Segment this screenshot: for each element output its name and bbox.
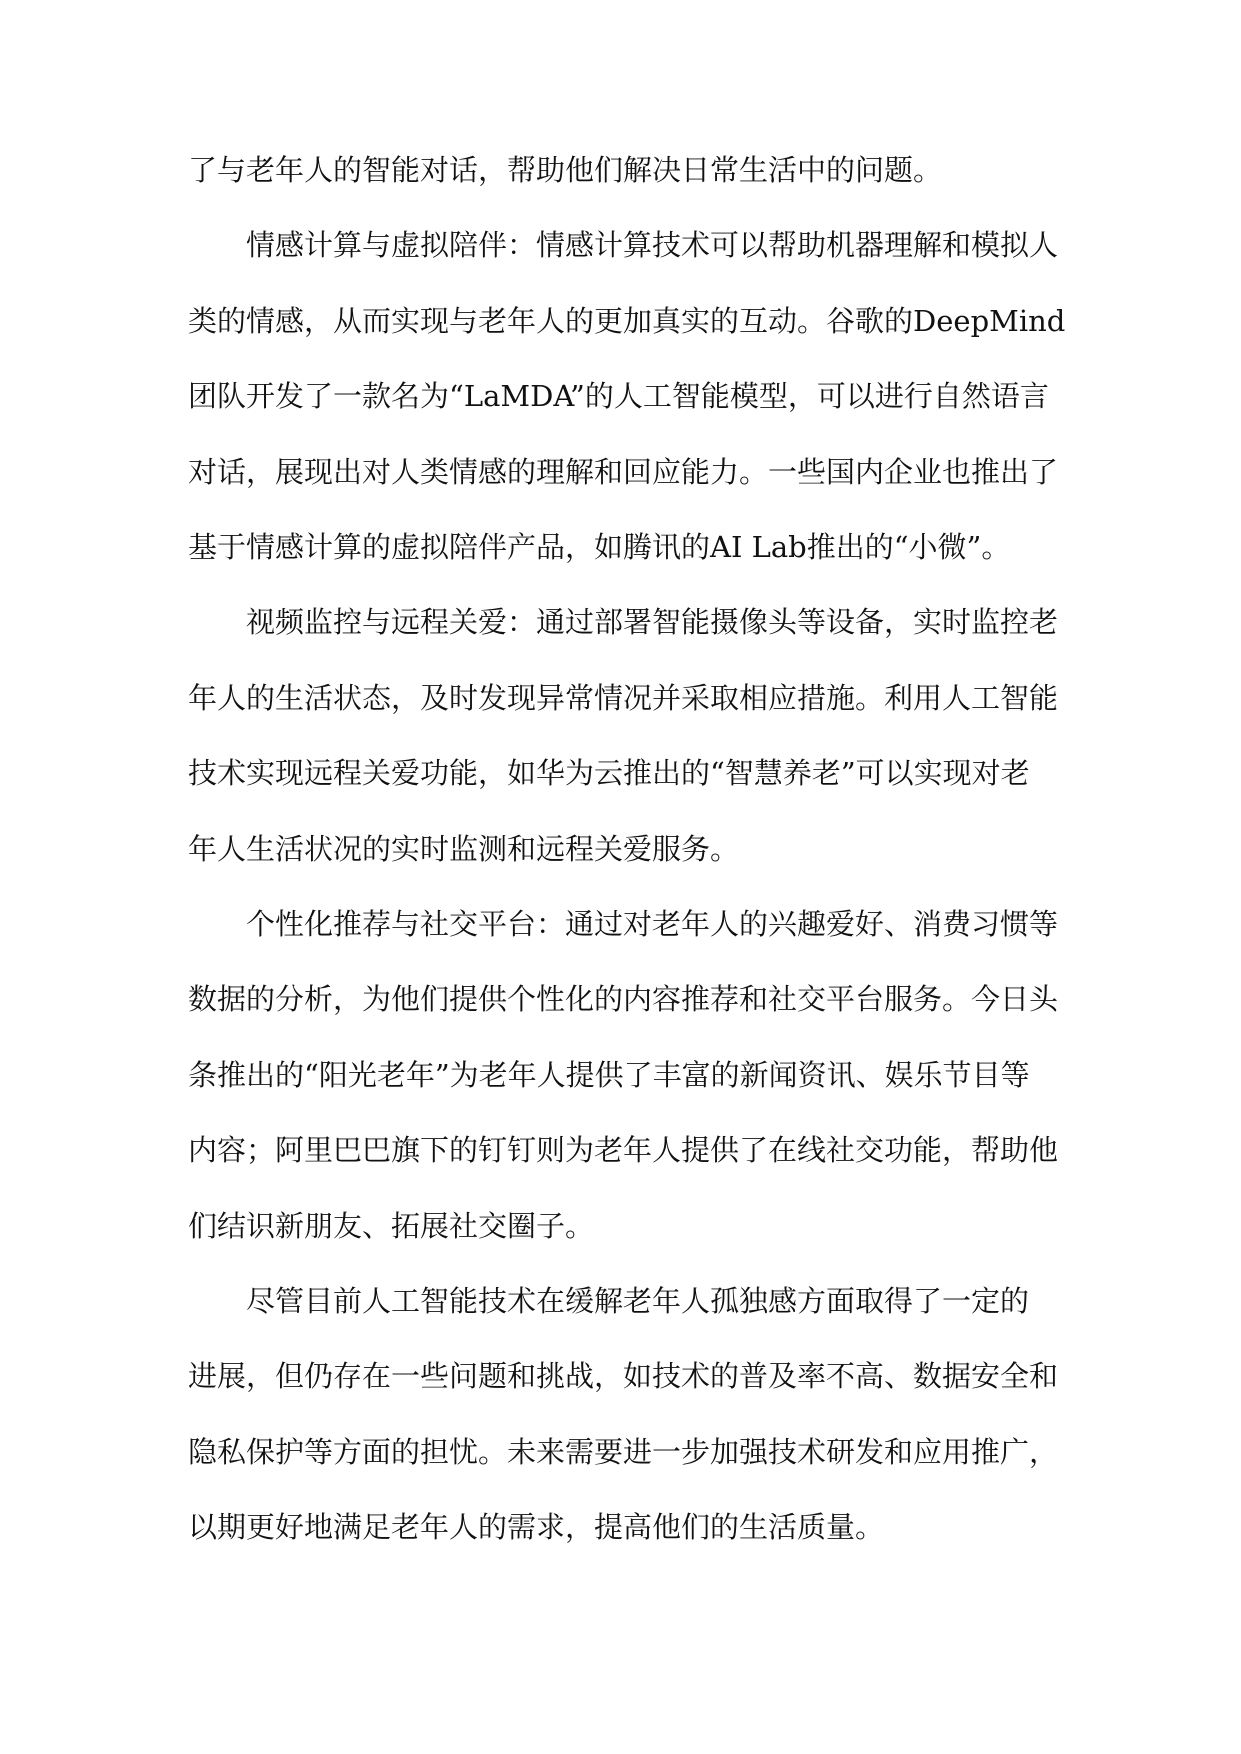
text-line: 对话，展现出对人类情感的理解和回应能力。一些国内企业也推出了: [188, 455, 1059, 489]
text-line: 技术实现远程关爱功能，如华为云推出的“智慧养老”可以实现对老: [188, 756, 1030, 790]
text-line: 团队开发了一款名为“LaMDA”的人工智能模型，可以进行自然语言: [188, 379, 1049, 413]
paragraph-first-line: 情感计算与虚拟陪伴：情感计算技术可以帮助机器理解和模拟人: [246, 228, 1059, 262]
text-line: 基于情感计算的虚拟陪伴产品，如腾讯的AI Lab推出的“小微”。: [188, 530, 1011, 564]
text-line: 内容；阿里巴巴旗下的钉钉则为老年人提供了在线社交功能，帮助他: [188, 1133, 1059, 1167]
text-line: 类的情感，从而实现与老年人的更加真实的互动。谷歌的DeepMind: [188, 304, 1066, 338]
paragraph-first-line: 尽管目前人工智能技术在缓解老年人孤独感方面取得了一定的: [246, 1284, 1030, 1318]
text-line: 数据的分析，为他们提供个性化的内容推荐和社交平台服务。今日头: [188, 982, 1059, 1016]
paragraph-first-line: 个性化推荐与社交平台：通过对老年人的兴趣爱好、消费习惯等: [246, 907, 1059, 941]
text-line: 条推出的“阳光老年”为老年人提供了丰富的新闻资讯、娱乐节目等: [188, 1058, 1030, 1092]
text-line: 年人的生活状态，及时发现异常情况并采取相应措施。利用人工智能: [188, 681, 1059, 715]
text-line: 们结识新朋友、拓展社交圈子。: [188, 1209, 595, 1243]
text-line: 隐私保护等方面的担忧。未来需要进一步加强技术研发和应用推广，: [188, 1435, 1059, 1469]
text-line: 进展，但仍存在一些问题和挑战，如技术的普及率不高、数据安全和: [188, 1359, 1059, 1393]
text-line: 以期更好地满足老年人的需求，提高他们的生活质量。: [188, 1510, 885, 1544]
paragraph-first-line: 视频监控与远程关爱：通过部署智能摄像头等设备，实时监控老: [246, 605, 1059, 639]
text-line: 年人生活状况的实时监测和远程关爱服务。: [188, 832, 740, 866]
text-line: 了与老年人的智能对话，帮助他们解决日常生活中的问题。: [188, 153, 943, 187]
